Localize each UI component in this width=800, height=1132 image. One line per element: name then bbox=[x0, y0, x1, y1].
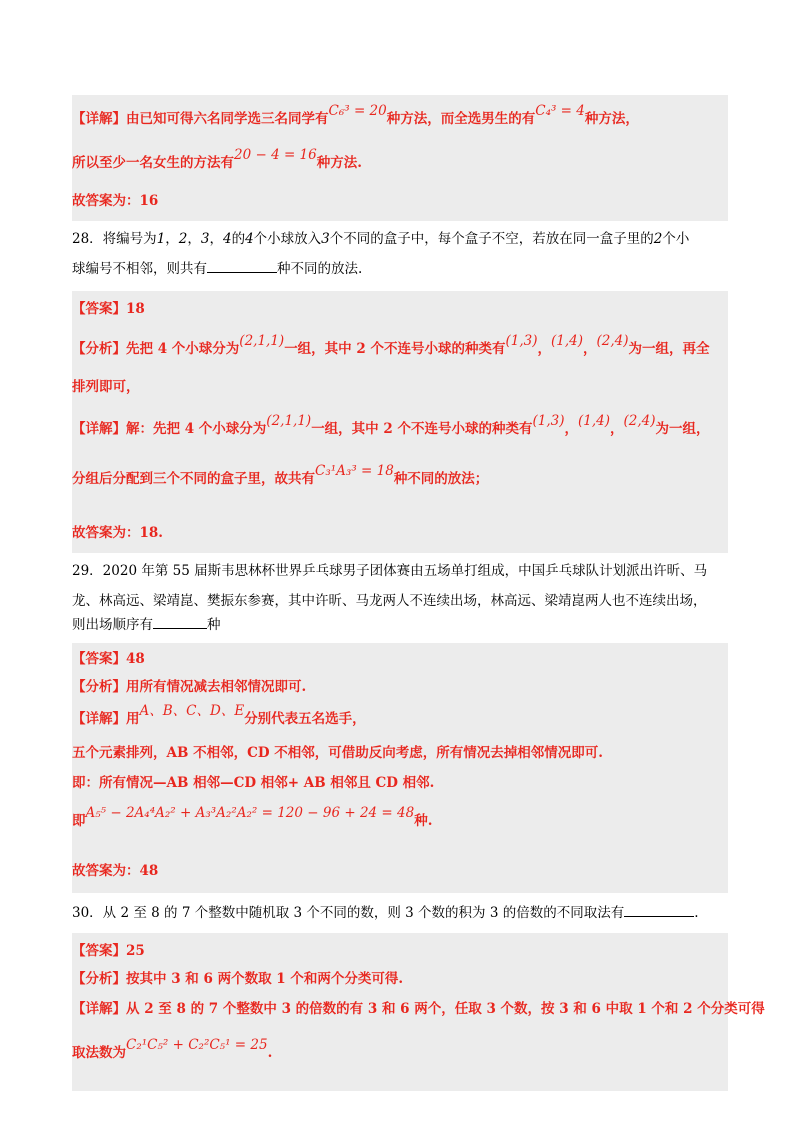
detail-line bbox=[72, 799, 728, 849]
formula: (2,1,1) bbox=[239, 333, 285, 349]
final-answer: 故答案为：18. bbox=[72, 525, 163, 541]
question-line bbox=[72, 227, 728, 255]
answer-line: 【答案】25 bbox=[72, 943, 145, 959]
formula: 2 bbox=[653, 231, 663, 247]
formula: (1,4) bbox=[578, 413, 611, 429]
text: 种. bbox=[414, 813, 433, 829]
detail-tag: 【详解】 bbox=[72, 111, 126, 127]
question-28 bbox=[72, 221, 728, 291]
text: 解：先把 4 个小球分为 bbox=[126, 421, 267, 437]
formula: C₆³ = 20 bbox=[328, 103, 387, 119]
text: 分组后分配到三个不同的盒子里，故共有 bbox=[72, 471, 315, 487]
formula: (2,1,1) bbox=[266, 413, 312, 429]
detail-line: 即：所有情况—AB 相邻—CD 相邻+ AB 相邻且 CD 相邻. bbox=[72, 775, 435, 791]
formula: 3 bbox=[321, 231, 330, 247]
text: 个小球放入 bbox=[253, 231, 322, 247]
analysis-line bbox=[72, 329, 728, 373]
detail-line: 五个元素排列，AB 不相邻，CD 不相邻，可借助反向考虑，所有情况去掉相邻情况即可. bbox=[72, 745, 603, 761]
text: ， bbox=[610, 421, 624, 437]
text: 球编号不相邻，则共有 bbox=[72, 261, 207, 277]
formula: A₅⁵ − 2A₄⁴A₂² + A₃³A₂²A₂² = 120 − 96 + 24 = 48 bbox=[85, 805, 415, 821]
text: 种方法，而全选男生的有 bbox=[386, 111, 536, 127]
formula: 20 − 4 = 16 bbox=[234, 147, 317, 163]
text: 用 bbox=[126, 711, 140, 727]
text: 为一组， bbox=[655, 421, 710, 437]
formula: 4 bbox=[222, 231, 232, 247]
detail-line bbox=[72, 703, 728, 739]
text: 即 bbox=[72, 813, 86, 829]
text: 一组，其中 2 个不连号小球的种类有 bbox=[311, 421, 533, 437]
text: ， bbox=[209, 231, 223, 247]
question-30 bbox=[72, 893, 728, 933]
detail-line bbox=[72, 99, 728, 145]
formula: 4 bbox=[245, 231, 254, 247]
detail-line bbox=[72, 455, 728, 509]
text: ， bbox=[537, 341, 551, 357]
text: 种方法， bbox=[584, 111, 639, 127]
answer-blank bbox=[153, 616, 207, 629]
formula: 1 bbox=[156, 231, 166, 247]
question-line: 龙、林高远、梁靖崑、樊振东参赛，其中许昕、马龙两人不连续出场，林高远、梁靖崑两人也不连续出场， bbox=[72, 593, 707, 609]
formula: (1,3) bbox=[505, 333, 538, 349]
formula: (2,4) bbox=[623, 413, 656, 429]
formula: (1,3) bbox=[532, 413, 565, 429]
text: 28．将编号为 bbox=[72, 231, 157, 247]
text: 30．从 2 至 8 的 7 个整数中随机取 3 个不同的数，则 3 个数的积为 3 的倍数的不同取法有 bbox=[72, 905, 625, 921]
formula: (2,4) bbox=[596, 333, 629, 349]
analysis-line: 【分析】按其中 3 和 6 两个数取 1 个和两个分类可得. bbox=[72, 971, 404, 987]
text: ， bbox=[165, 231, 179, 247]
text: 【分析】 bbox=[72, 341, 126, 357]
formula: 2 bbox=[178, 231, 188, 247]
text: 先把 4 个小球分为 bbox=[126, 341, 240, 357]
text: 分别代表五名选手， bbox=[244, 711, 366, 727]
question-line bbox=[72, 901, 728, 927]
detail-line bbox=[72, 1027, 728, 1083]
text: 种不同的放法； bbox=[393, 471, 489, 487]
answer-line: 【答案】48 bbox=[72, 651, 145, 667]
text: 一组，其中 2 个不连号小球的种类有 bbox=[284, 341, 506, 357]
formula: (1,4) bbox=[551, 333, 584, 349]
answer-blank bbox=[207, 260, 277, 273]
analysis-line: 【分析】用所有情况减去相邻情况即可. bbox=[72, 679, 307, 695]
text: ， bbox=[187, 231, 201, 247]
text: 个小 bbox=[662, 231, 690, 247]
text: 种方法. bbox=[316, 155, 362, 171]
answer-line: 【答案】18 bbox=[72, 301, 145, 317]
text: ， bbox=[583, 341, 597, 357]
formula: 3 bbox=[200, 231, 210, 247]
text: 种不同的放法. bbox=[277, 261, 363, 277]
formula: C₃¹A₃³ = 18 bbox=[315, 463, 394, 479]
final-answer: 故答案为：48 bbox=[72, 863, 159, 879]
formula: C₂¹C₅² + C₂²C₅¹ = 25 bbox=[126, 1037, 268, 1053]
text: 所以至少一名女生的方法有 bbox=[72, 155, 234, 171]
detail-line bbox=[72, 407, 728, 455]
detail-line bbox=[72, 145, 728, 187]
text: 种 bbox=[207, 617, 221, 633]
detail-line: 【详解】从 2 至 8 的 7 个整数中 3 的倍数的有 3 和 6 两个，任取 3 个数，按 3 和 6 中取 1 个和 2 个分类可得 bbox=[72, 1001, 765, 1017]
solution-block-28 bbox=[72, 291, 728, 553]
formula: A、B、C、D、E bbox=[139, 703, 245, 719]
solution-block-30 bbox=[72, 933, 765, 1091]
text: 由已知可得六名同学选三名同学有 bbox=[126, 111, 329, 127]
formula: C₄³ = 4 bbox=[535, 103, 585, 119]
question-line bbox=[72, 613, 728, 639]
solution-block-29 bbox=[72, 643, 728, 893]
text: 为一组，再全 bbox=[628, 341, 710, 357]
text: . bbox=[267, 1045, 273, 1061]
question-line: 29．2020 年第 55 届斯韦思林杯世界乒乓球男子团体赛由五场单打组成，中国乒乓球队计划派出许昕、马 bbox=[72, 563, 708, 579]
text: 个不同的盒子中，每个盒子不空，若放在同一盒子里的 bbox=[329, 231, 654, 247]
final-answer: 故答案为：16 bbox=[72, 193, 159, 209]
text: 则出场顺序有 bbox=[72, 617, 153, 633]
text: 取法数为 bbox=[72, 1045, 126, 1061]
answer-blank bbox=[624, 904, 694, 917]
document-page bbox=[72, 95, 765, 1091]
text: . bbox=[694, 905, 699, 921]
text: 【详解】 bbox=[72, 421, 126, 437]
text: 【详解】 bbox=[72, 711, 126, 727]
analysis-line: 排列即可， bbox=[72, 379, 140, 395]
text: 的 bbox=[231, 231, 246, 247]
question-29 bbox=[72, 553, 728, 643]
solution-block-27 bbox=[72, 95, 728, 221]
question-line bbox=[72, 255, 728, 285]
text: ， bbox=[564, 421, 578, 437]
